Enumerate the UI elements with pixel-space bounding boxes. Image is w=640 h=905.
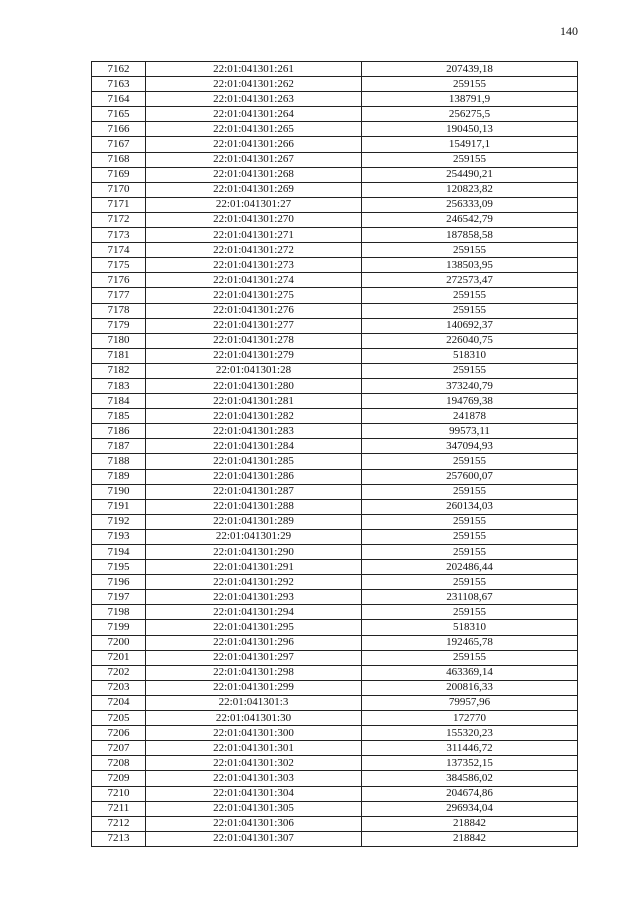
cadastral-number-cell: 22:01:041301:299 xyxy=(146,680,362,695)
cadastral-value-cell: 187858,58 xyxy=(362,228,578,243)
table-row xyxy=(92,831,578,846)
row-number-cell: 7200 xyxy=(92,635,146,650)
cadastral-value-cell: 192465,78 xyxy=(362,635,578,650)
cadastral-value-cell: 218842 xyxy=(362,831,578,846)
cadastral-value-cell: 256333,09 xyxy=(362,197,578,212)
row-number-cell: 7210 xyxy=(92,786,146,801)
cadastral-number-cell: 22:01:041301:27 xyxy=(146,197,362,212)
row-number-cell: 7176 xyxy=(92,273,146,288)
cadastral-value-cell: 246542,79 xyxy=(362,212,578,227)
table-row xyxy=(92,363,578,378)
table-row xyxy=(92,786,578,801)
row-number-cell: 7165 xyxy=(92,107,146,122)
cadastral-value-cell: 204674,86 xyxy=(362,786,578,801)
row-number-cell: 7186 xyxy=(92,424,146,439)
table-row xyxy=(92,816,578,831)
cadastral-value-cell: 256275,5 xyxy=(362,107,578,122)
cadastral-value-table xyxy=(91,61,578,847)
cadastral-value-cell: 272573,47 xyxy=(362,273,578,288)
cadastral-value-cell: 154917,1 xyxy=(362,137,578,152)
table-row xyxy=(92,243,578,258)
row-number-cell: 7166 xyxy=(92,122,146,137)
cadastral-number-cell: 22:01:041301:302 xyxy=(146,756,362,771)
cadastral-value-cell: 518310 xyxy=(362,348,578,363)
row-number-cell: 7174 xyxy=(92,243,146,258)
row-number-cell: 7198 xyxy=(92,605,146,620)
row-number-cell: 7180 xyxy=(92,333,146,348)
cadastral-value-cell: 138503,95 xyxy=(362,258,578,273)
cadastral-number-cell: 22:01:041301:303 xyxy=(146,771,362,786)
row-number-cell: 7190 xyxy=(92,484,146,499)
cadastral-number-cell: 22:01:041301:270 xyxy=(146,212,362,227)
cadastral-number-cell: 22:01:041301:264 xyxy=(146,107,362,122)
row-number-cell: 7167 xyxy=(92,137,146,152)
cadastral-number-cell: 22:01:041301:286 xyxy=(146,469,362,484)
row-number-cell: 7209 xyxy=(92,771,146,786)
cadastral-value-cell: 347094,93 xyxy=(362,439,578,454)
row-number-cell: 7184 xyxy=(92,394,146,409)
cadastral-number-cell: 22:01:041301:29 xyxy=(146,529,362,544)
row-number-cell: 7196 xyxy=(92,575,146,590)
cadastral-number-cell: 22:01:041301:30 xyxy=(146,711,362,726)
table-row xyxy=(92,197,578,212)
table-row xyxy=(92,741,578,756)
table-row xyxy=(92,665,578,680)
cadastral-number-cell: 22:01:041301:271 xyxy=(146,228,362,243)
cadastral-value-cell: 518310 xyxy=(362,620,578,635)
cadastral-number-cell: 22:01:041301:288 xyxy=(146,499,362,514)
cadastral-number-cell: 22:01:041301:274 xyxy=(146,273,362,288)
cadastral-number-cell: 22:01:041301:304 xyxy=(146,786,362,801)
row-number-cell: 7179 xyxy=(92,318,146,333)
table-row xyxy=(92,303,578,318)
table-row xyxy=(92,529,578,544)
row-number-cell: 7199 xyxy=(92,620,146,635)
cadastral-number-cell: 22:01:041301:293 xyxy=(146,590,362,605)
table-row xyxy=(92,62,578,77)
table-row xyxy=(92,122,578,137)
row-number-cell: 7206 xyxy=(92,726,146,741)
table-row xyxy=(92,77,578,92)
row-number-cell: 7203 xyxy=(92,680,146,695)
cadastral-value-cell: 259155 xyxy=(362,545,578,560)
cadastral-number-cell: 22:01:041301:277 xyxy=(146,318,362,333)
table-row xyxy=(92,620,578,635)
cadastral-number-cell: 22:01:041301:269 xyxy=(146,182,362,197)
row-number-cell: 7178 xyxy=(92,303,146,318)
cadastral-number-cell: 22:01:041301:306 xyxy=(146,816,362,831)
cadastral-number-cell: 22:01:041301:305 xyxy=(146,801,362,816)
cadastral-number-cell: 22:01:041301:272 xyxy=(146,243,362,258)
cadastral-number-cell: 22:01:041301:265 xyxy=(146,122,362,137)
row-number-cell: 7202 xyxy=(92,665,146,680)
table-row xyxy=(92,424,578,439)
table-row xyxy=(92,273,578,288)
row-number-cell: 7170 xyxy=(92,182,146,197)
cadastral-value-cell: 79957,96 xyxy=(362,695,578,710)
row-number-cell: 7192 xyxy=(92,514,146,529)
table-row xyxy=(92,92,578,107)
cadastral-number-cell: 22:01:041301:267 xyxy=(146,152,362,167)
cadastral-value-cell: 254490,21 xyxy=(362,167,578,182)
row-number-cell: 7182 xyxy=(92,363,146,378)
row-number-cell: 7171 xyxy=(92,197,146,212)
table-row xyxy=(92,545,578,560)
cadastral-value-cell: 137352,15 xyxy=(362,756,578,771)
cadastral-number-cell: 22:01:041301:284 xyxy=(146,439,362,454)
table-row xyxy=(92,152,578,167)
table-row xyxy=(92,258,578,273)
row-number-cell: 7207 xyxy=(92,741,146,756)
cadastral-number-cell: 22:01:041301:266 xyxy=(146,137,362,152)
cadastral-value-cell: 296934,04 xyxy=(362,801,578,816)
cadastral-value-cell: 172770 xyxy=(362,711,578,726)
row-number-cell: 7183 xyxy=(92,378,146,393)
table-row xyxy=(92,499,578,514)
cadastral-number-cell: 22:01:041301:301 xyxy=(146,741,362,756)
cadastral-value-cell: 155320,23 xyxy=(362,726,578,741)
row-number-cell: 7213 xyxy=(92,831,146,846)
cadastral-number-cell: 22:01:041301:261 xyxy=(146,62,362,77)
row-number-cell: 7211 xyxy=(92,801,146,816)
cadastral-number-cell: 22:01:041301:278 xyxy=(146,333,362,348)
cadastral-value-cell: 373240,79 xyxy=(362,378,578,393)
cadastral-number-cell: 22:01:041301:285 xyxy=(146,454,362,469)
cadastral-number-cell: 22:01:041301:273 xyxy=(146,258,362,273)
table-row xyxy=(92,228,578,243)
cadastral-value-cell: 259155 xyxy=(362,288,578,303)
cadastral-value-cell: 226040,75 xyxy=(362,333,578,348)
row-number-cell: 7212 xyxy=(92,816,146,831)
cadastral-value-cell: 241878 xyxy=(362,409,578,424)
table-row xyxy=(92,167,578,182)
table-row xyxy=(92,454,578,469)
table-row xyxy=(92,575,578,590)
table-row xyxy=(92,484,578,499)
row-number-cell: 7168 xyxy=(92,152,146,167)
cadastral-value-cell: 259155 xyxy=(362,650,578,665)
cadastral-number-cell: 22:01:041301:262 xyxy=(146,77,362,92)
cadastral-number-cell: 22:01:041301:289 xyxy=(146,514,362,529)
table-row xyxy=(92,771,578,786)
row-number-cell: 7197 xyxy=(92,590,146,605)
cadastral-value-cell: 190450,13 xyxy=(362,122,578,137)
cadastral-number-cell: 22:01:041301:290 xyxy=(146,545,362,560)
table-row xyxy=(92,726,578,741)
row-number-cell: 7194 xyxy=(92,545,146,560)
cadastral-number-cell: 22:01:041301:292 xyxy=(146,575,362,590)
table-row xyxy=(92,333,578,348)
row-number-cell: 7164 xyxy=(92,92,146,107)
cadastral-value-cell: 259155 xyxy=(362,454,578,469)
cadastral-value-cell: 259155 xyxy=(362,243,578,258)
cadastral-number-cell: 22:01:041301:294 xyxy=(146,605,362,620)
cadastral-number-cell: 22:01:041301:283 xyxy=(146,424,362,439)
cadastral-number-cell: 22:01:041301:295 xyxy=(146,620,362,635)
cadastral-value-cell: 259155 xyxy=(362,363,578,378)
table-row xyxy=(92,650,578,665)
row-number-cell: 7177 xyxy=(92,288,146,303)
table-row xyxy=(92,560,578,575)
row-number-cell: 7205 xyxy=(92,711,146,726)
cadastral-number-cell: 22:01:041301:282 xyxy=(146,409,362,424)
table-row xyxy=(92,137,578,152)
cadastral-value-cell: 259155 xyxy=(362,514,578,529)
cadastral-number-cell: 22:01:041301:298 xyxy=(146,665,362,680)
row-number-cell: 7204 xyxy=(92,695,146,710)
table-row xyxy=(92,288,578,303)
table-row xyxy=(92,348,578,363)
cadastral-number-cell: 22:01:041301:275 xyxy=(146,288,362,303)
table-row xyxy=(92,409,578,424)
cadastral-number-cell: 22:01:041301:276 xyxy=(146,303,362,318)
table-row xyxy=(92,711,578,726)
cadastral-value-cell: 207439,18 xyxy=(362,62,578,77)
cadastral-number-cell: 22:01:041301:300 xyxy=(146,726,362,741)
table-row xyxy=(92,107,578,122)
row-number-cell: 7175 xyxy=(92,258,146,273)
cadastral-number-cell: 22:01:041301:281 xyxy=(146,394,362,409)
cadastral-value-cell: 259155 xyxy=(362,605,578,620)
table-row xyxy=(92,801,578,816)
row-number-cell: 7185 xyxy=(92,409,146,424)
cadastral-value-cell: 259155 xyxy=(362,303,578,318)
row-number-cell: 7193 xyxy=(92,529,146,544)
row-number-cell: 7162 xyxy=(92,62,146,77)
cadastral-number-cell: 22:01:041301:28 xyxy=(146,363,362,378)
cadastral-value-cell: 463369,14 xyxy=(362,665,578,680)
cadastral-value-cell: 260134,03 xyxy=(362,499,578,514)
table-row xyxy=(92,394,578,409)
cadastral-value-cell: 200816,33 xyxy=(362,680,578,695)
cadastral-value-cell: 311446,72 xyxy=(362,741,578,756)
table-row xyxy=(92,318,578,333)
table-row xyxy=(92,756,578,771)
cadastral-number-cell: 22:01:041301:291 xyxy=(146,560,362,575)
table-body xyxy=(92,62,578,847)
cadastral-number-cell: 22:01:041301:297 xyxy=(146,650,362,665)
cadastral-value-cell: 259155 xyxy=(362,152,578,167)
table-row xyxy=(92,514,578,529)
cadastral-value-cell: 202486,44 xyxy=(362,560,578,575)
cadastral-value-cell: 99573,11 xyxy=(362,424,578,439)
cadastral-value-cell: 140692,37 xyxy=(362,318,578,333)
page-number: 140 xyxy=(560,24,578,38)
row-number-cell: 7195 xyxy=(92,560,146,575)
row-number-cell: 7188 xyxy=(92,454,146,469)
row-number-cell: 7208 xyxy=(92,756,146,771)
cadastral-value-cell: 259155 xyxy=(362,575,578,590)
cadastral-value-cell: 259155 xyxy=(362,484,578,499)
cadastral-number-cell: 22:01:041301:263 xyxy=(146,92,362,107)
cadastral-number-cell: 22:01:041301:268 xyxy=(146,167,362,182)
table-row xyxy=(92,590,578,605)
table-row xyxy=(92,182,578,197)
table-row xyxy=(92,378,578,393)
cadastral-value-cell: 218842 xyxy=(362,816,578,831)
cadastral-number-cell: 22:01:041301:279 xyxy=(146,348,362,363)
cadastral-value-cell: 257600,07 xyxy=(362,469,578,484)
row-number-cell: 7187 xyxy=(92,439,146,454)
cadastral-value-cell: 194769,38 xyxy=(362,394,578,409)
row-number-cell: 7163 xyxy=(92,77,146,92)
cadastral-value-cell: 120823,82 xyxy=(362,182,578,197)
row-number-cell: 7191 xyxy=(92,499,146,514)
row-number-cell: 7189 xyxy=(92,469,146,484)
row-number-cell: 7201 xyxy=(92,650,146,665)
cadastral-number-cell: 22:01:041301:296 xyxy=(146,635,362,650)
table-row xyxy=(92,212,578,227)
cadastral-value-cell: 138791,9 xyxy=(362,92,578,107)
table-row xyxy=(92,469,578,484)
cadastral-value-cell: 384586,02 xyxy=(362,771,578,786)
table-row xyxy=(92,635,578,650)
table-row xyxy=(92,680,578,695)
row-number-cell: 7181 xyxy=(92,348,146,363)
row-number-cell: 7173 xyxy=(92,228,146,243)
cadastral-number-cell: 22:01:041301:307 xyxy=(146,831,362,846)
cadastral-number-cell: 22:01:041301:3 xyxy=(146,695,362,710)
row-number-cell: 7169 xyxy=(92,167,146,182)
cadastral-value-cell: 231108,67 xyxy=(362,590,578,605)
cadastral-number-cell: 22:01:041301:287 xyxy=(146,484,362,499)
table-row xyxy=(92,439,578,454)
cadastral-value-cell: 259155 xyxy=(362,77,578,92)
table-row xyxy=(92,605,578,620)
cadastral-number-cell: 22:01:041301:280 xyxy=(146,378,362,393)
cadastral-value-cell: 259155 xyxy=(362,529,578,544)
row-number-cell: 7172 xyxy=(92,212,146,227)
table-row xyxy=(92,695,578,710)
